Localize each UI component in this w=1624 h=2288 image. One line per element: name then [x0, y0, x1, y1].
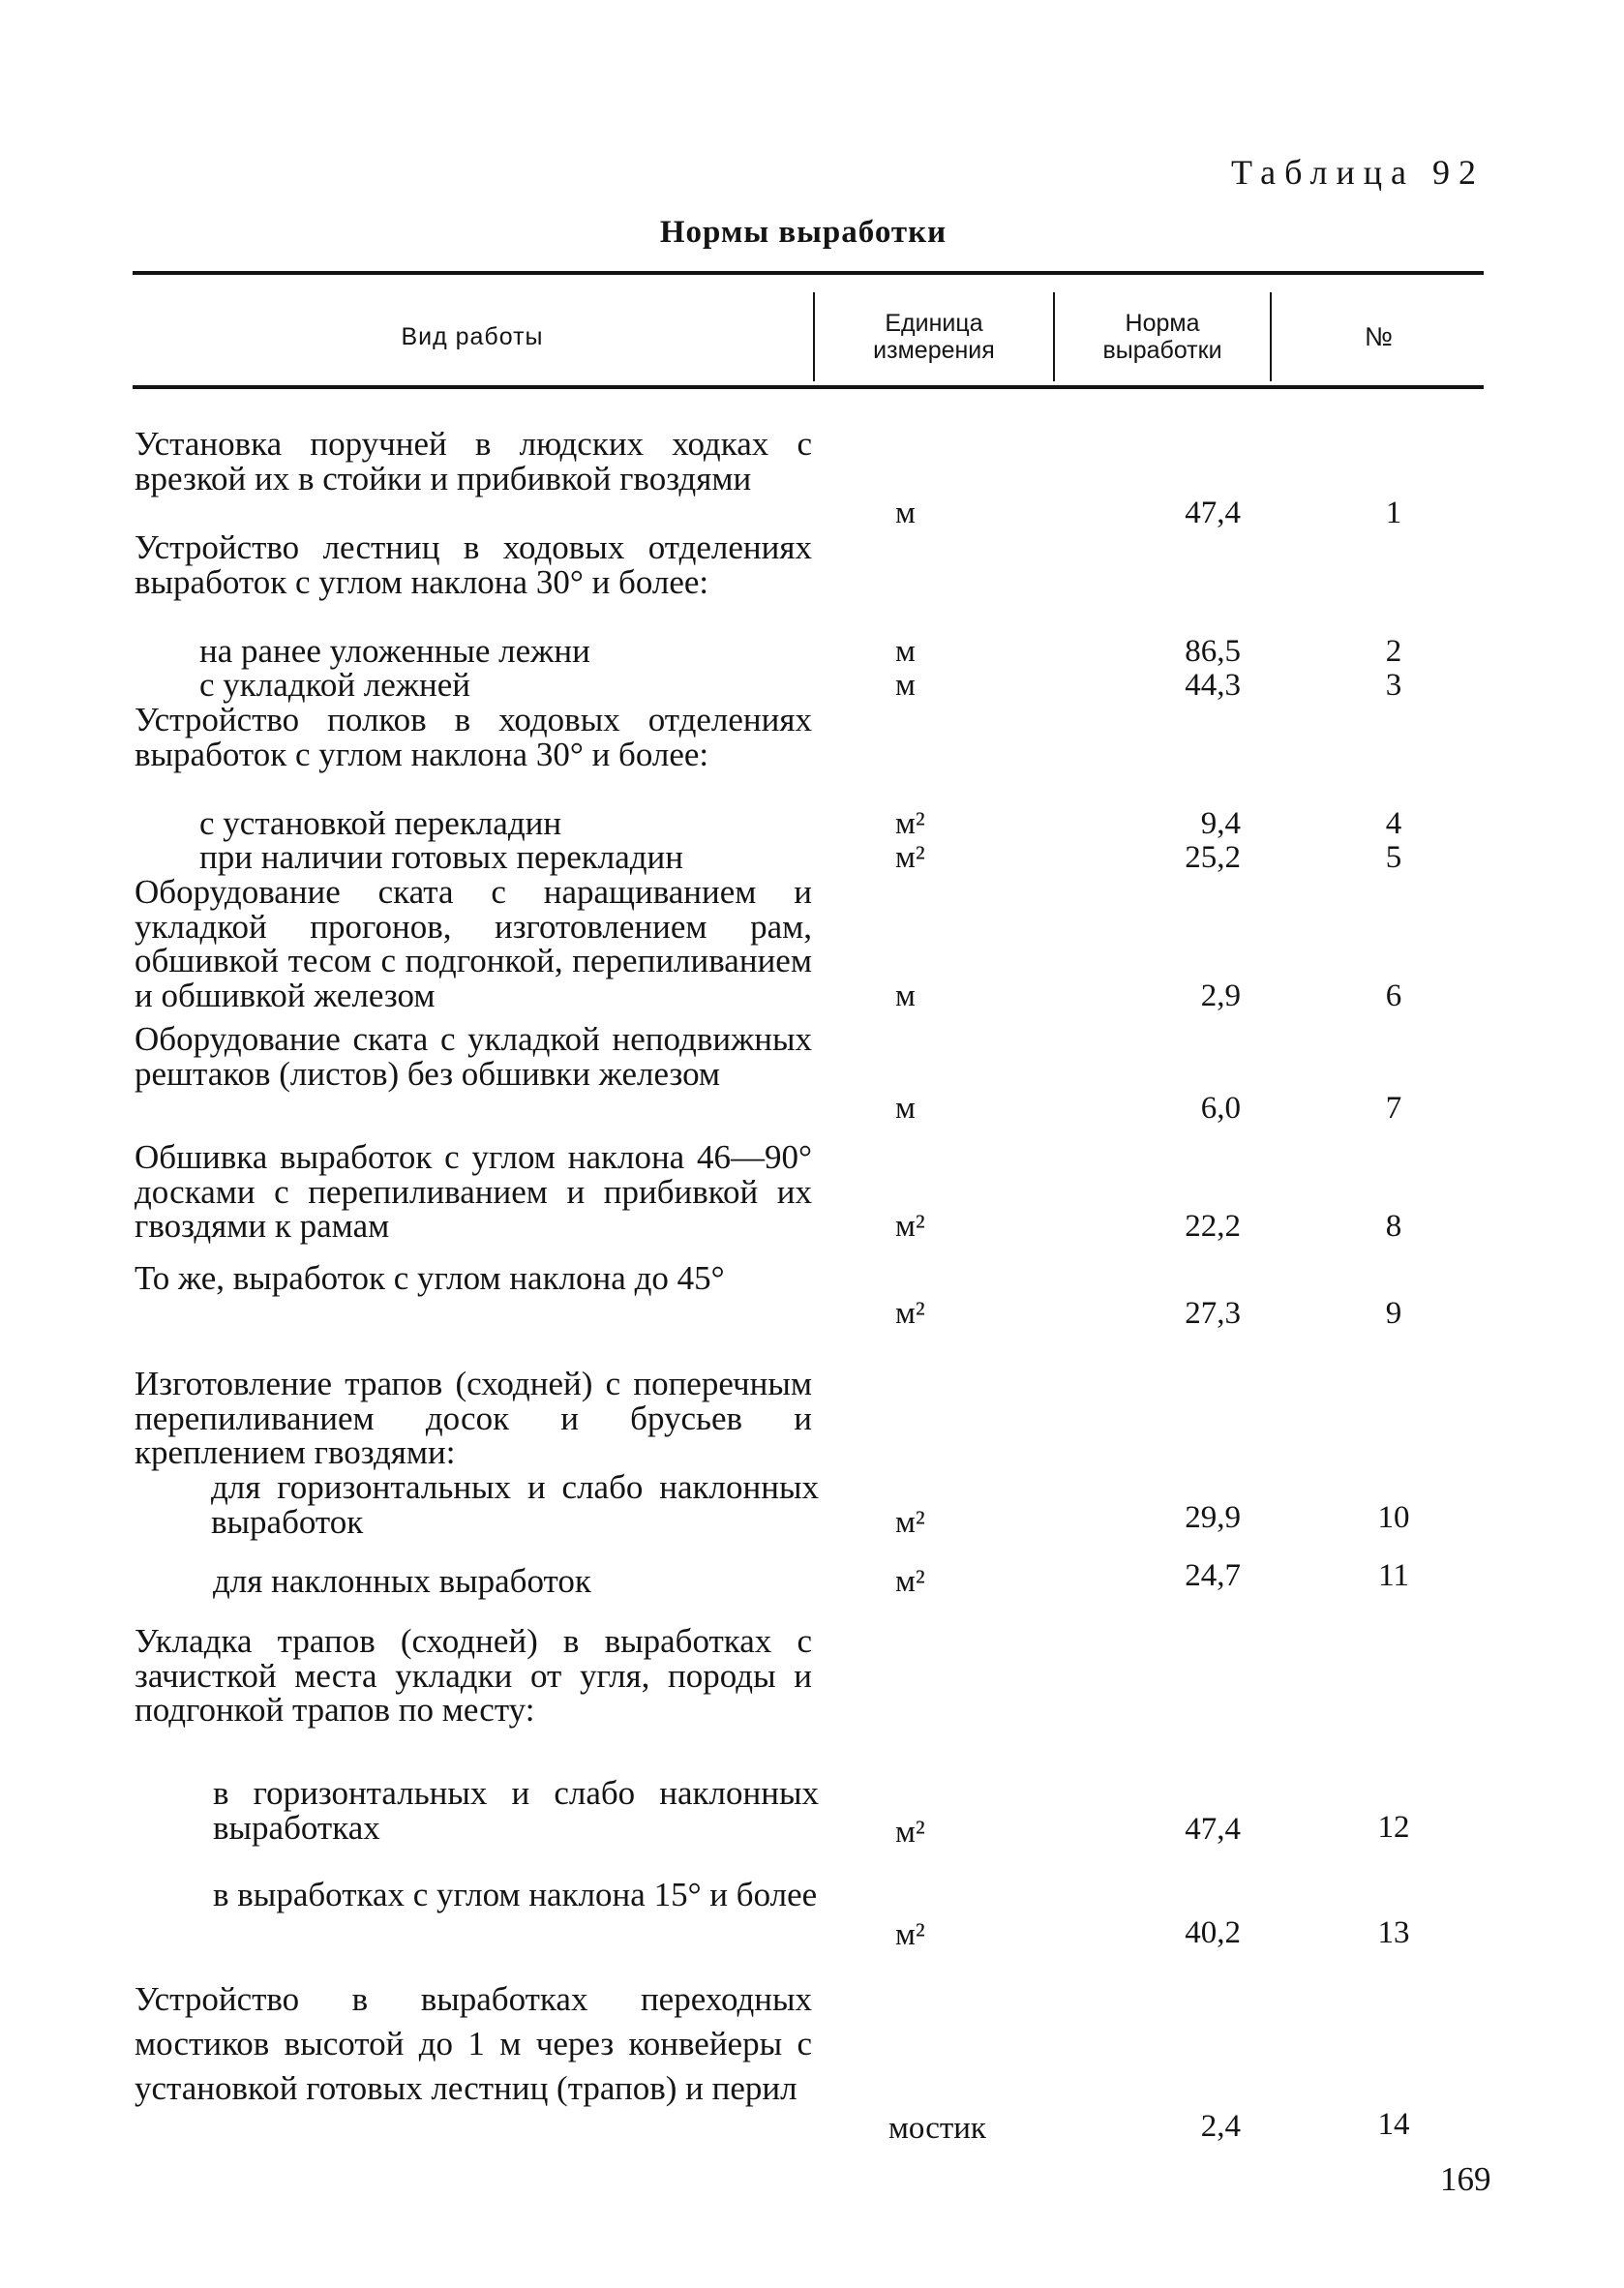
row-description: для горизонтальных и слабо наклонных выработок	[211, 1468, 819, 1541]
row-description: Установка поручней в людских ходках с врезкой их в стойки и прибивкой гвоздями	[135, 425, 812, 497]
row-description: с укладкой лежней	[199, 666, 470, 704]
row-norm: 25,2	[1185, 840, 1241, 875]
row-description: для наклонных выработок	[213, 1562, 591, 1600]
row-description: То же, выработок с углом наклона до 45°	[135, 1259, 725, 1297]
row-norm: 9,4	[1200, 806, 1241, 841]
row-number: 5	[1385, 840, 1402, 875]
row-unit: м	[895, 978, 916, 1013]
header-work-type: Вид работы	[401, 323, 544, 350]
row-description: Изготовление трапов (сходней) с поперечным перепиливанием досок и брусьев и креплением гвоздями:	[135, 1365, 812, 1471]
row-description: Укладка трапов (сходней) в выработках с зачисткой места укладки от угля, породы и подгонкой трапов по месту:	[135, 1622, 812, 1729]
row-unit: м²	[895, 1564, 925, 1599]
row-description: Устройство лестниц в ходовых отделениях выработок с углом наклона 30° и более:	[135, 528, 812, 601]
table-label: Таблица 92	[1231, 153, 1485, 192]
row-unit: м²	[895, 1209, 925, 1244]
row-description: в выработках с углом наклона 15° и более	[213, 1876, 818, 1913]
row-unit: м²	[895, 1296, 925, 1331]
row-description: Устройство полков в ходовых отделениях выработок с углом наклона 30° и более:	[135, 701, 812, 773]
row-unit: м	[895, 1091, 916, 1126]
row-norm: 44,3	[1185, 668, 1241, 703]
row-norm: 29,9	[1185, 1500, 1241, 1535]
row-norm: 6,0	[1200, 1091, 1241, 1126]
row-norm: 2,4	[1200, 2109, 1241, 2144]
row-norm: 24,7	[1185, 1558, 1241, 1593]
row-norm: 40,2	[1185, 1915, 1241, 1950]
row-norm: 22,2	[1185, 1209, 1241, 1244]
table-title: Нормы выработки	[659, 215, 947, 250]
row-norm: 47,4	[1185, 496, 1241, 530]
row-unit: м	[895, 496, 916, 530]
row-unit: м	[895, 668, 916, 703]
row-number: 4	[1385, 806, 1402, 841]
row-description: с установкой перекладин	[199, 804, 562, 842]
page-number: 169	[1440, 2160, 1491, 2198]
row-unit: мостик	[888, 2111, 986, 2146]
header-unit: Единица измерения	[813, 292, 1053, 381]
row-description: Оборудование ската с укладкой неподвижных рештаков (листов) без обшивки железом	[135, 1020, 812, 1093]
row-description: в горизонтальных и слабо наклонных выработках	[213, 1774, 819, 1847]
row-number: 10	[1377, 1500, 1410, 1535]
row-norm: 2,9	[1200, 978, 1241, 1013]
row-unit: м²	[895, 806, 925, 841]
row-description: Обшивка выработок с углом наклона 46—90° досками с перепиливанием и прибивкой их гвоздями к рамам	[135, 1138, 812, 1245]
row-number: 12	[1377, 1810, 1410, 1845]
row-description: на ранее уложенные лежни	[199, 632, 590, 670]
row-unit: м²	[895, 1815, 925, 1850]
header-number: №	[1270, 292, 1486, 381]
row-norm: 47,4	[1185, 1812, 1241, 1847]
row-number: 9	[1385, 1296, 1402, 1331]
row-description: Устройство в выработках переходных мостиков высотой до 1 м через конвейеры с установкой готовых лестниц (трапов) и перил	[135, 1980, 812, 2107]
row-unit: м²	[895, 1917, 925, 1952]
row-norm: 27,3	[1185, 1296, 1241, 1331]
row-norm: 86,5	[1185, 634, 1241, 669]
row-number: 13	[1377, 1915, 1410, 1950]
row-number: 1	[1385, 496, 1402, 530]
row-description: при наличии готовых перекладин	[199, 838, 684, 876]
row-number: 7	[1385, 1091, 1402, 1126]
row-unit: м	[895, 634, 916, 669]
row-number: 3	[1385, 668, 1402, 703]
row-number: 14	[1377, 2107, 1410, 2142]
row-unit: м²	[895, 840, 925, 875]
row-number: 6	[1385, 978, 1402, 1013]
row-description: Оборудование ската с наращиванием и укладкой прогонов, изготовлением рам, обшивкой тесом с подгонкой, перепиливанием и обшивкой железом	[135, 873, 812, 1014]
row-number: 11	[1378, 1558, 1409, 1593]
row-unit: м²	[895, 1505, 925, 1540]
row-number: 8	[1385, 1209, 1402, 1244]
header-norm: Норма выработки	[1053, 292, 1270, 381]
row-number: 2	[1385, 634, 1402, 669]
